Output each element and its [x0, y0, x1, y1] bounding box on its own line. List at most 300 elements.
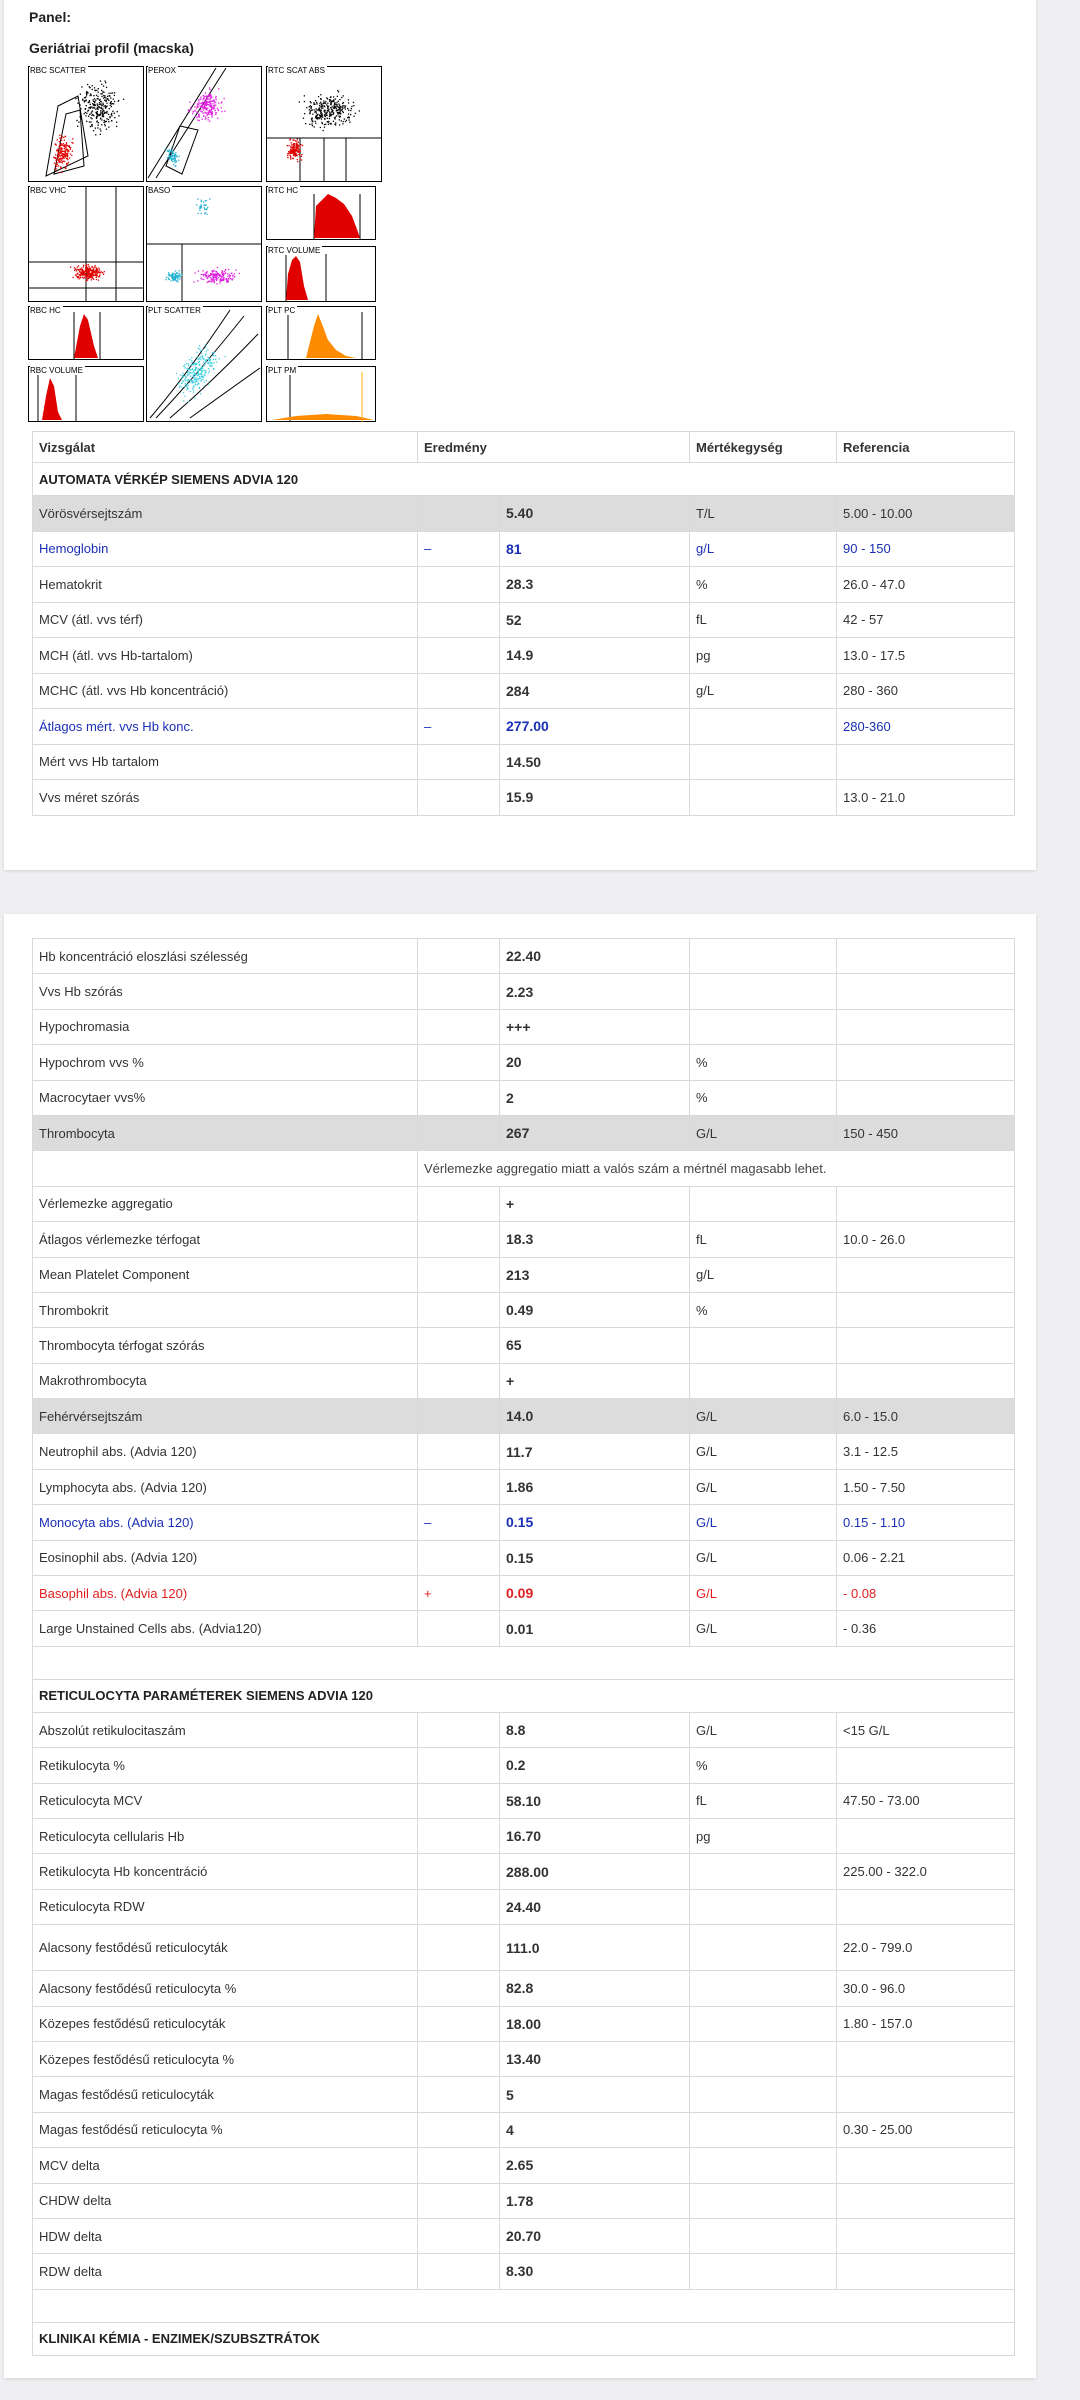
- result-row: [33, 1292, 1015, 1327]
- test-name: Magas festődésű reticulocyta %: [33, 2112, 418, 2147]
- result-value: 0.15: [500, 1505, 690, 1540]
- unit: pg: [690, 638, 837, 674]
- section-title: AUTOMATA VÉRKÉP SIEMENS ADVIA 120: [33, 463, 1015, 496]
- table-header-row: [33, 432, 1015, 463]
- unit: G/L: [690, 1540, 837, 1575]
- result-value: +: [500, 1186, 690, 1221]
- reference-range: 10.0 - 26.0: [837, 1222, 1015, 1257]
- reference-range: 0.30 - 25.00: [837, 2112, 1015, 2147]
- result-flag: –: [418, 531, 500, 567]
- result-row: [33, 1469, 1015, 1504]
- test-name: Thrombocyta: [33, 1115, 418, 1150]
- unit: G/L: [690, 1434, 837, 1469]
- unit: [690, 744, 837, 780]
- result-flag: [418, 496, 500, 532]
- result-row: [33, 1257, 1015, 1292]
- result-value: 82.8: [500, 1971, 690, 2006]
- test-name: Macrocytaer vvs%: [33, 1080, 418, 1115]
- test-name: Vvs méret szórás: [33, 780, 418, 816]
- empty-cell: [33, 1646, 1015, 1679]
- unit: fL: [690, 1783, 837, 1818]
- result-flag: [418, 1009, 500, 1044]
- result-row: [33, 744, 1015, 780]
- result-value: 288.00: [500, 1854, 690, 1889]
- result-row: [33, 2006, 1015, 2041]
- plot-rbc-hc: [28, 306, 144, 360]
- result-flag: [418, 2218, 500, 2253]
- result-row: [33, 2077, 1015, 2112]
- header-result: Eredmény: [418, 432, 690, 463]
- unit: G/L: [690, 1576, 837, 1611]
- test-name: Retikulocyta Hb koncentráció: [33, 1854, 418, 1889]
- unit: G/L: [690, 1399, 837, 1434]
- test-name: MCV delta: [33, 2148, 418, 2183]
- plot-plt-pc: [266, 306, 376, 360]
- empty-row: [33, 2289, 1015, 2322]
- result-row: [33, 1712, 1015, 1747]
- result-value: 58.10: [500, 1783, 690, 1818]
- test-name: Hypochrom vvs %: [33, 1045, 418, 1080]
- unit: [690, 974, 837, 1009]
- reference-range: 280-360: [837, 709, 1015, 745]
- plot-title: RBC HC: [30, 306, 61, 315]
- plot-rbc-vhc: [28, 186, 144, 302]
- rbc-scatter-graphic: [28, 66, 144, 182]
- rtc-scat-abs-graphic: [266, 66, 382, 182]
- result-value: +: [500, 1363, 690, 1398]
- result-value: 20: [500, 1045, 690, 1080]
- result-row: [33, 709, 1015, 745]
- result-row: [33, 1818, 1015, 1853]
- reference-range: 13.0 - 17.5: [837, 638, 1015, 674]
- result-flag: [418, 1540, 500, 1575]
- result-value: 277.00: [500, 709, 690, 745]
- result-row: [33, 939, 1015, 974]
- reference-range: 3.1 - 12.5: [837, 1434, 1015, 1469]
- result-row: [33, 1611, 1015, 1646]
- empty-cell: [33, 2289, 1015, 2322]
- test-name: Alacsony festődésű reticulocyták: [33, 1925, 418, 1971]
- unit: pg: [690, 1818, 837, 1853]
- reference-range: 26.0 - 47.0: [837, 567, 1015, 603]
- result-row: [33, 1399, 1015, 1434]
- reference-range: - 0.36: [837, 1611, 1015, 1646]
- result-flag: [418, 1292, 500, 1327]
- unit: [690, 2041, 837, 2076]
- result-row: [33, 602, 1015, 638]
- test-name: Makrothrombocyta: [33, 1363, 418, 1398]
- unit: [690, 780, 837, 816]
- reference-range: 5.00 - 10.00: [837, 496, 1015, 532]
- section-header-row: [33, 1679, 1015, 1712]
- result-row: [33, 1222, 1015, 1257]
- result-flag: [418, 602, 500, 638]
- result-value: 18.00: [500, 2006, 690, 2041]
- reference-range: [837, 1009, 1015, 1044]
- reference-range: 30.0 - 96.0: [837, 1971, 1015, 2006]
- result-row: [33, 496, 1015, 532]
- result-flag: [418, 2183, 500, 2218]
- test-name: Reticulocyta RDW: [33, 1889, 418, 1924]
- result-flag: [418, 2148, 500, 2183]
- result-row: [33, 974, 1015, 1009]
- result-flag: [418, 744, 500, 780]
- result-row: [33, 1748, 1015, 1783]
- reference-range: 22.0 - 799.0: [837, 1925, 1015, 1971]
- unit: %: [690, 1080, 837, 1115]
- reference-range: [837, 1045, 1015, 1080]
- plot-rtc-hc: [266, 186, 376, 240]
- reference-range: 6.0 - 15.0: [837, 1399, 1015, 1434]
- result-row: [33, 1889, 1015, 1924]
- test-name: Alacsony festődésű reticulocyta %: [33, 1971, 418, 2006]
- result-flag: [418, 1080, 500, 1115]
- reference-range: 1.50 - 7.50: [837, 1469, 1015, 1504]
- plot-title: RTC VOLUME: [268, 246, 321, 255]
- unit: fL: [690, 602, 837, 638]
- baso-graphic: [146, 186, 262, 302]
- result-row: [33, 1009, 1015, 1044]
- result-row: [33, 2148, 1015, 2183]
- reference-range: 0.06 - 2.21: [837, 1540, 1015, 1575]
- result-row: [33, 1186, 1015, 1221]
- result-row: [33, 1045, 1015, 1080]
- reference-range: [837, 939, 1015, 974]
- result-value: 213: [500, 1257, 690, 1292]
- result-flag: –: [418, 709, 500, 745]
- unit: g/L: [690, 1257, 837, 1292]
- reference-range: - 0.08: [837, 1576, 1015, 1611]
- result-flag: [418, 1925, 500, 1971]
- test-name: HDW delta: [33, 2218, 418, 2253]
- result-flag: [418, 638, 500, 674]
- result-row: [33, 1363, 1015, 1398]
- result-value: 0.15: [500, 1540, 690, 1575]
- unit: [690, 2077, 837, 2112]
- plot-baso: [146, 186, 262, 302]
- test-name: Magas festődésű reticulocyták: [33, 2077, 418, 2112]
- plot-title: PLT SCATTER: [148, 306, 201, 315]
- unit: [690, 1854, 837, 1889]
- test-name: CHDW delta: [33, 2183, 418, 2218]
- test-name: Közepes festődésű reticulocyta %: [33, 2041, 418, 2076]
- unit: G/L: [690, 1505, 837, 1540]
- plot-perox: [146, 66, 262, 182]
- empty-row: [33, 1646, 1015, 1679]
- result-row: [33, 1854, 1015, 1889]
- header-test: Vizsgálat: [33, 432, 418, 463]
- result-flag: [418, 673, 500, 709]
- reference-range: 13.0 - 21.0: [837, 780, 1015, 816]
- result-value: 52: [500, 602, 690, 638]
- result-value: 2.65: [500, 2148, 690, 2183]
- reference-range: 47.50 - 73.00: [837, 1783, 1015, 1818]
- result-value: 8.30: [500, 2254, 690, 2289]
- unit: [690, 2006, 837, 2041]
- plot-title: RBC VHC: [30, 186, 67, 195]
- section-title: KLINIKAI KÉMIA - ENZIMEK/SZUBSZTRÁTOK: [33, 2322, 1015, 2355]
- plot-title: RTC SCAT ABS: [268, 66, 325, 75]
- result-value: 4: [500, 2112, 690, 2147]
- result-value: 20.70: [500, 2218, 690, 2253]
- result-flag: [418, 1257, 500, 1292]
- result-flag: [418, 1045, 500, 1080]
- unit: g/L: [690, 531, 837, 567]
- reference-range: [837, 2041, 1015, 2076]
- result-row: [33, 2254, 1015, 2289]
- plot-rtc-volume: [266, 246, 376, 302]
- result-flag: [418, 1434, 500, 1469]
- unit: [690, 2148, 837, 2183]
- unit: %: [690, 1045, 837, 1080]
- unit: [690, 1925, 837, 1971]
- reference-range: 1.80 - 157.0: [837, 2006, 1015, 2041]
- test-name: Reticulocyta cellularis Hb: [33, 1818, 418, 1853]
- reference-range: 42 - 57: [837, 602, 1015, 638]
- test-name: Reticulocyta MCV: [33, 1783, 418, 1818]
- test-name: Átlagos vérlemezke térfogat: [33, 1222, 418, 1257]
- unit: G/L: [690, 1469, 837, 1504]
- test-name: Vörösvérsejtszám: [33, 496, 418, 532]
- unit: [690, 1328, 837, 1363]
- result-row: [33, 2218, 1015, 2253]
- test-name: MCH (átl. vvs Hb-tartalom): [33, 638, 418, 674]
- result-row: [33, 1328, 1015, 1363]
- result-flag: [418, 1222, 500, 1257]
- test-name: Hypochromasia: [33, 1009, 418, 1044]
- reference-range: [837, 974, 1015, 1009]
- result-row: [33, 673, 1015, 709]
- result-flag: [418, 1399, 500, 1434]
- plot-title: RBC SCATTER: [30, 66, 86, 75]
- header-unit: Mértékegység: [690, 432, 837, 463]
- result-flag: [418, 974, 500, 1009]
- result-row: [33, 567, 1015, 603]
- note-text: Vérlemezke aggregatio miatt a valós szám a mértnél magasabb lehet.: [418, 1151, 1015, 1186]
- test-name: Lymphocyta abs. (Advia 120): [33, 1469, 418, 1504]
- reference-range: [837, 1818, 1015, 1853]
- test-name: Thrombocyta térfogat szórás: [33, 1328, 418, 1363]
- reference-range: [837, 1363, 1015, 1398]
- result-value: 16.70: [500, 1818, 690, 1853]
- test-name: RDW delta: [33, 2254, 418, 2289]
- unit: %: [690, 567, 837, 603]
- report-page-1: [4, 0, 1036, 870]
- result-value: 1.78: [500, 2183, 690, 2218]
- plot-title: BASO: [148, 186, 171, 195]
- unit: g/L: [690, 673, 837, 709]
- note-row: [33, 1151, 1015, 1186]
- result-value: 284: [500, 673, 690, 709]
- result-value: 22.40: [500, 939, 690, 974]
- reference-range: [837, 2254, 1015, 2289]
- reference-range: [837, 1889, 1015, 1924]
- result-value: 0.49: [500, 1292, 690, 1327]
- test-name: Hematokrit: [33, 567, 418, 603]
- result-flag: [418, 2006, 500, 2041]
- result-flag: +: [418, 1576, 500, 1611]
- result-row: [33, 531, 1015, 567]
- result-value: 18.3: [500, 1222, 690, 1257]
- result-row: [33, 2041, 1015, 2076]
- result-row: [33, 1925, 1015, 1971]
- result-flag: –: [418, 1505, 500, 1540]
- unit: [690, 709, 837, 745]
- result-flag: [418, 1186, 500, 1221]
- results-table-1: [32, 431, 1015, 816]
- reference-range: [837, 1186, 1015, 1221]
- unit: G/L: [690, 1115, 837, 1150]
- unit: [690, 939, 837, 974]
- test-name: Közepes festődésű reticulocyták: [33, 2006, 418, 2041]
- result-row: [33, 1971, 1015, 2006]
- result-flag: [418, 2254, 500, 2289]
- test-name: Monocyta abs. (Advia 120): [33, 1505, 418, 1540]
- result-flag: [418, 1712, 500, 1747]
- unit: [690, 1889, 837, 1924]
- result-value: 0.09: [500, 1576, 690, 1611]
- reference-range: 0.15 - 1.10: [837, 1505, 1015, 1540]
- result-flag: [418, 1328, 500, 1363]
- plot-rbc-volume: [28, 366, 144, 422]
- result-value: 24.40: [500, 1889, 690, 1924]
- result-value: 14.9: [500, 638, 690, 674]
- unit: [690, 2183, 837, 2218]
- result-value: 2: [500, 1080, 690, 1115]
- plot-plt-scatter: [146, 306, 262, 422]
- reference-range: [837, 1257, 1015, 1292]
- result-flag: [418, 1783, 500, 1818]
- test-name: Vvs Hb szórás: [33, 974, 418, 1009]
- reference-range: [837, 744, 1015, 780]
- result-row: [33, 1115, 1015, 1150]
- result-value: +++: [500, 1009, 690, 1044]
- header-reference: Referencia: [837, 432, 1015, 463]
- result-row: [33, 1540, 1015, 1575]
- result-flag: [418, 567, 500, 603]
- note-spacer: [33, 1151, 418, 1186]
- result-row: [33, 1080, 1015, 1115]
- unit: %: [690, 1292, 837, 1327]
- reference-range: 150 - 450: [837, 1115, 1015, 1150]
- test-name: Fehérvérsejtszám: [33, 1399, 418, 1434]
- test-name: Hemoglobin: [33, 531, 418, 567]
- result-flag: [418, 2041, 500, 2076]
- result-value: 1.86: [500, 1469, 690, 1504]
- unit: [690, 2218, 837, 2253]
- result-value: 267: [500, 1115, 690, 1150]
- result-value: 81: [500, 531, 690, 567]
- result-flag: [418, 1363, 500, 1398]
- result-flag: [418, 780, 500, 816]
- result-value: 2.23: [500, 974, 690, 1009]
- test-name: Thrombokrit: [33, 1292, 418, 1327]
- result-flag: [418, 1889, 500, 1924]
- plot-title: PLT PM: [268, 366, 297, 375]
- result-row: [33, 1434, 1015, 1469]
- unit: [690, 2112, 837, 2147]
- reference-range: [837, 2077, 1015, 2112]
- rbc-vhc-graphic: [28, 186, 144, 302]
- unit: fL: [690, 1222, 837, 1257]
- result-flag: [418, 2077, 500, 2112]
- result-row: [33, 638, 1015, 674]
- test-name: Eosinophil abs. (Advia 120): [33, 1540, 418, 1575]
- reference-range: [837, 1328, 1015, 1363]
- unit: [690, 1186, 837, 1221]
- test-name: Large Unstained Cells abs. (Advia120): [33, 1611, 418, 1646]
- plot-title: RTC HC: [268, 186, 299, 195]
- unit: [690, 1363, 837, 1398]
- unit: T/L: [690, 496, 837, 532]
- result-value: 14.0: [500, 1399, 690, 1434]
- test-name: Basophil abs. (Advia 120): [33, 1576, 418, 1611]
- unit: [690, 2254, 837, 2289]
- result-flag: [418, 1971, 500, 2006]
- reference-range: 90 - 150: [837, 531, 1015, 567]
- section-header-row: [33, 2322, 1015, 2355]
- test-name: Hb koncentráció eloszlási szélesség: [33, 939, 418, 974]
- result-value: 0.01: [500, 1611, 690, 1646]
- plot-title: RBC VOLUME: [30, 366, 83, 375]
- plot-rbc-scatter: [28, 66, 144, 182]
- result-row: [33, 780, 1015, 816]
- result-value: 5: [500, 2077, 690, 2112]
- result-flag: [418, 1115, 500, 1150]
- section-title: RETICULOCYTA PARAMÉTEREK SIEMENS ADVIA 120: [33, 1679, 1015, 1712]
- result-flag: [418, 939, 500, 974]
- result-flag: [418, 1818, 500, 1853]
- plot-title: PLT PC: [268, 306, 296, 315]
- perox-graphic: [146, 66, 262, 182]
- plot-title: PEROX: [148, 66, 177, 75]
- result-flag: [418, 1469, 500, 1504]
- report-page-2: [4, 914, 1036, 2378]
- unit: [690, 1971, 837, 2006]
- test-name: Abszolút retikulocitaszám: [33, 1712, 418, 1747]
- result-row: [33, 1783, 1015, 1818]
- section-header-row: [33, 463, 1015, 496]
- result-row: [33, 1505, 1015, 1540]
- test-name: Mean Platelet Component: [33, 1257, 418, 1292]
- result-value: 14.50: [500, 744, 690, 780]
- test-name: Mért vvs Hb tartalom: [33, 744, 418, 780]
- result-value: 13.40: [500, 2041, 690, 2076]
- result-flag: [418, 1854, 500, 1889]
- result-flag: [418, 2112, 500, 2147]
- unit: G/L: [690, 1611, 837, 1646]
- test-name: Retikulocyta %: [33, 1748, 418, 1783]
- profile-label: Geriátriai profil (macska): [29, 40, 194, 56]
- plt-scatter-graphic: [146, 306, 262, 422]
- test-name: MCHC (átl. vvs Hb koncentráció): [33, 673, 418, 709]
- result-value: 15.9: [500, 780, 690, 816]
- test-name: Neutrophil abs. (Advia 120): [33, 1434, 418, 1469]
- result-value: 8.8: [500, 1712, 690, 1747]
- test-name: Átlagos mért. vvs Hb konc.: [33, 709, 418, 745]
- reference-range: 280 - 360: [837, 673, 1015, 709]
- result-value: 11.7: [500, 1434, 690, 1469]
- result-value: 28.3: [500, 567, 690, 603]
- reference-range: [837, 2148, 1015, 2183]
- test-name: MCV (átl. vvs térf): [33, 602, 418, 638]
- plot-rtc-scat-abs: [266, 66, 382, 182]
- reference-range: [837, 1748, 1015, 1783]
- unit: G/L: [690, 1712, 837, 1747]
- result-row: [33, 2183, 1015, 2218]
- unit: [690, 1009, 837, 1044]
- result-value: 65: [500, 1328, 690, 1363]
